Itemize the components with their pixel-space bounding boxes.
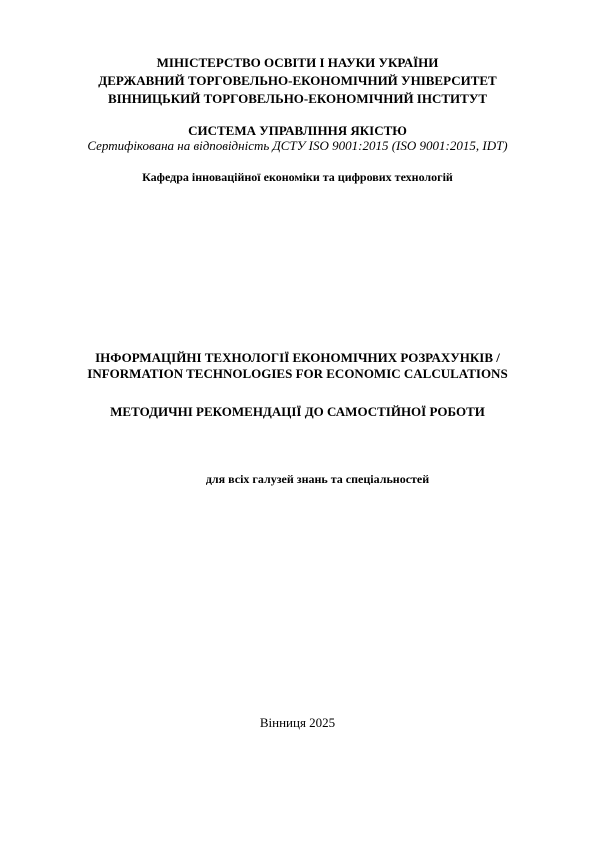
department-name: Кафедра інноваційної економіки та цифрових технологій (142, 170, 453, 184)
course-title-uk: ІНФОРМАЦІЙНІ ТЕХНОЛОГІЇ ЕКОНОМІЧНИХ РОЗРАХУНКІВ / (95, 350, 500, 365)
university-name: ДЕРЖАВНИЙ ТОРГОВЕЛЬНО-ЕКОНОМІЧНИЙ УНІВЕРСИТЕТ (98, 73, 497, 88)
place-year: Вінниця 2025 (259, 715, 336, 730)
ministry-name: МІНІСТЕРСТВО ОСВІТИ І НАУКИ УКРАЇНИ (156, 55, 439, 70)
course-title-en: INFORMATION TECHNOLOGIES FOR ECONOMIC CALCULATIONS (87, 366, 508, 381)
certification-note: Сертифікована на відповідність ДСТУ ISO 9001:2015 (ISO 9001:2015, IDT) (87, 138, 508, 153)
audience-note: для всіх галузей знань та спеціальностей (205, 472, 430, 486)
institute-name: ВІННИЦЬКИЙ ТОРГОВЕЛЬНО-ЕКОНОМІЧНИЙ ІНСТИТУТ (107, 91, 488, 106)
document-type: МЕТОДИЧНІ РЕКОМЕНДАЦІЇ ДО САМОСТІЙНОЇ РОБОТИ (110, 404, 485, 419)
quality-system-title: СИСТЕМА УПРАВЛІННЯ ЯКІСТЮ (188, 123, 407, 138)
